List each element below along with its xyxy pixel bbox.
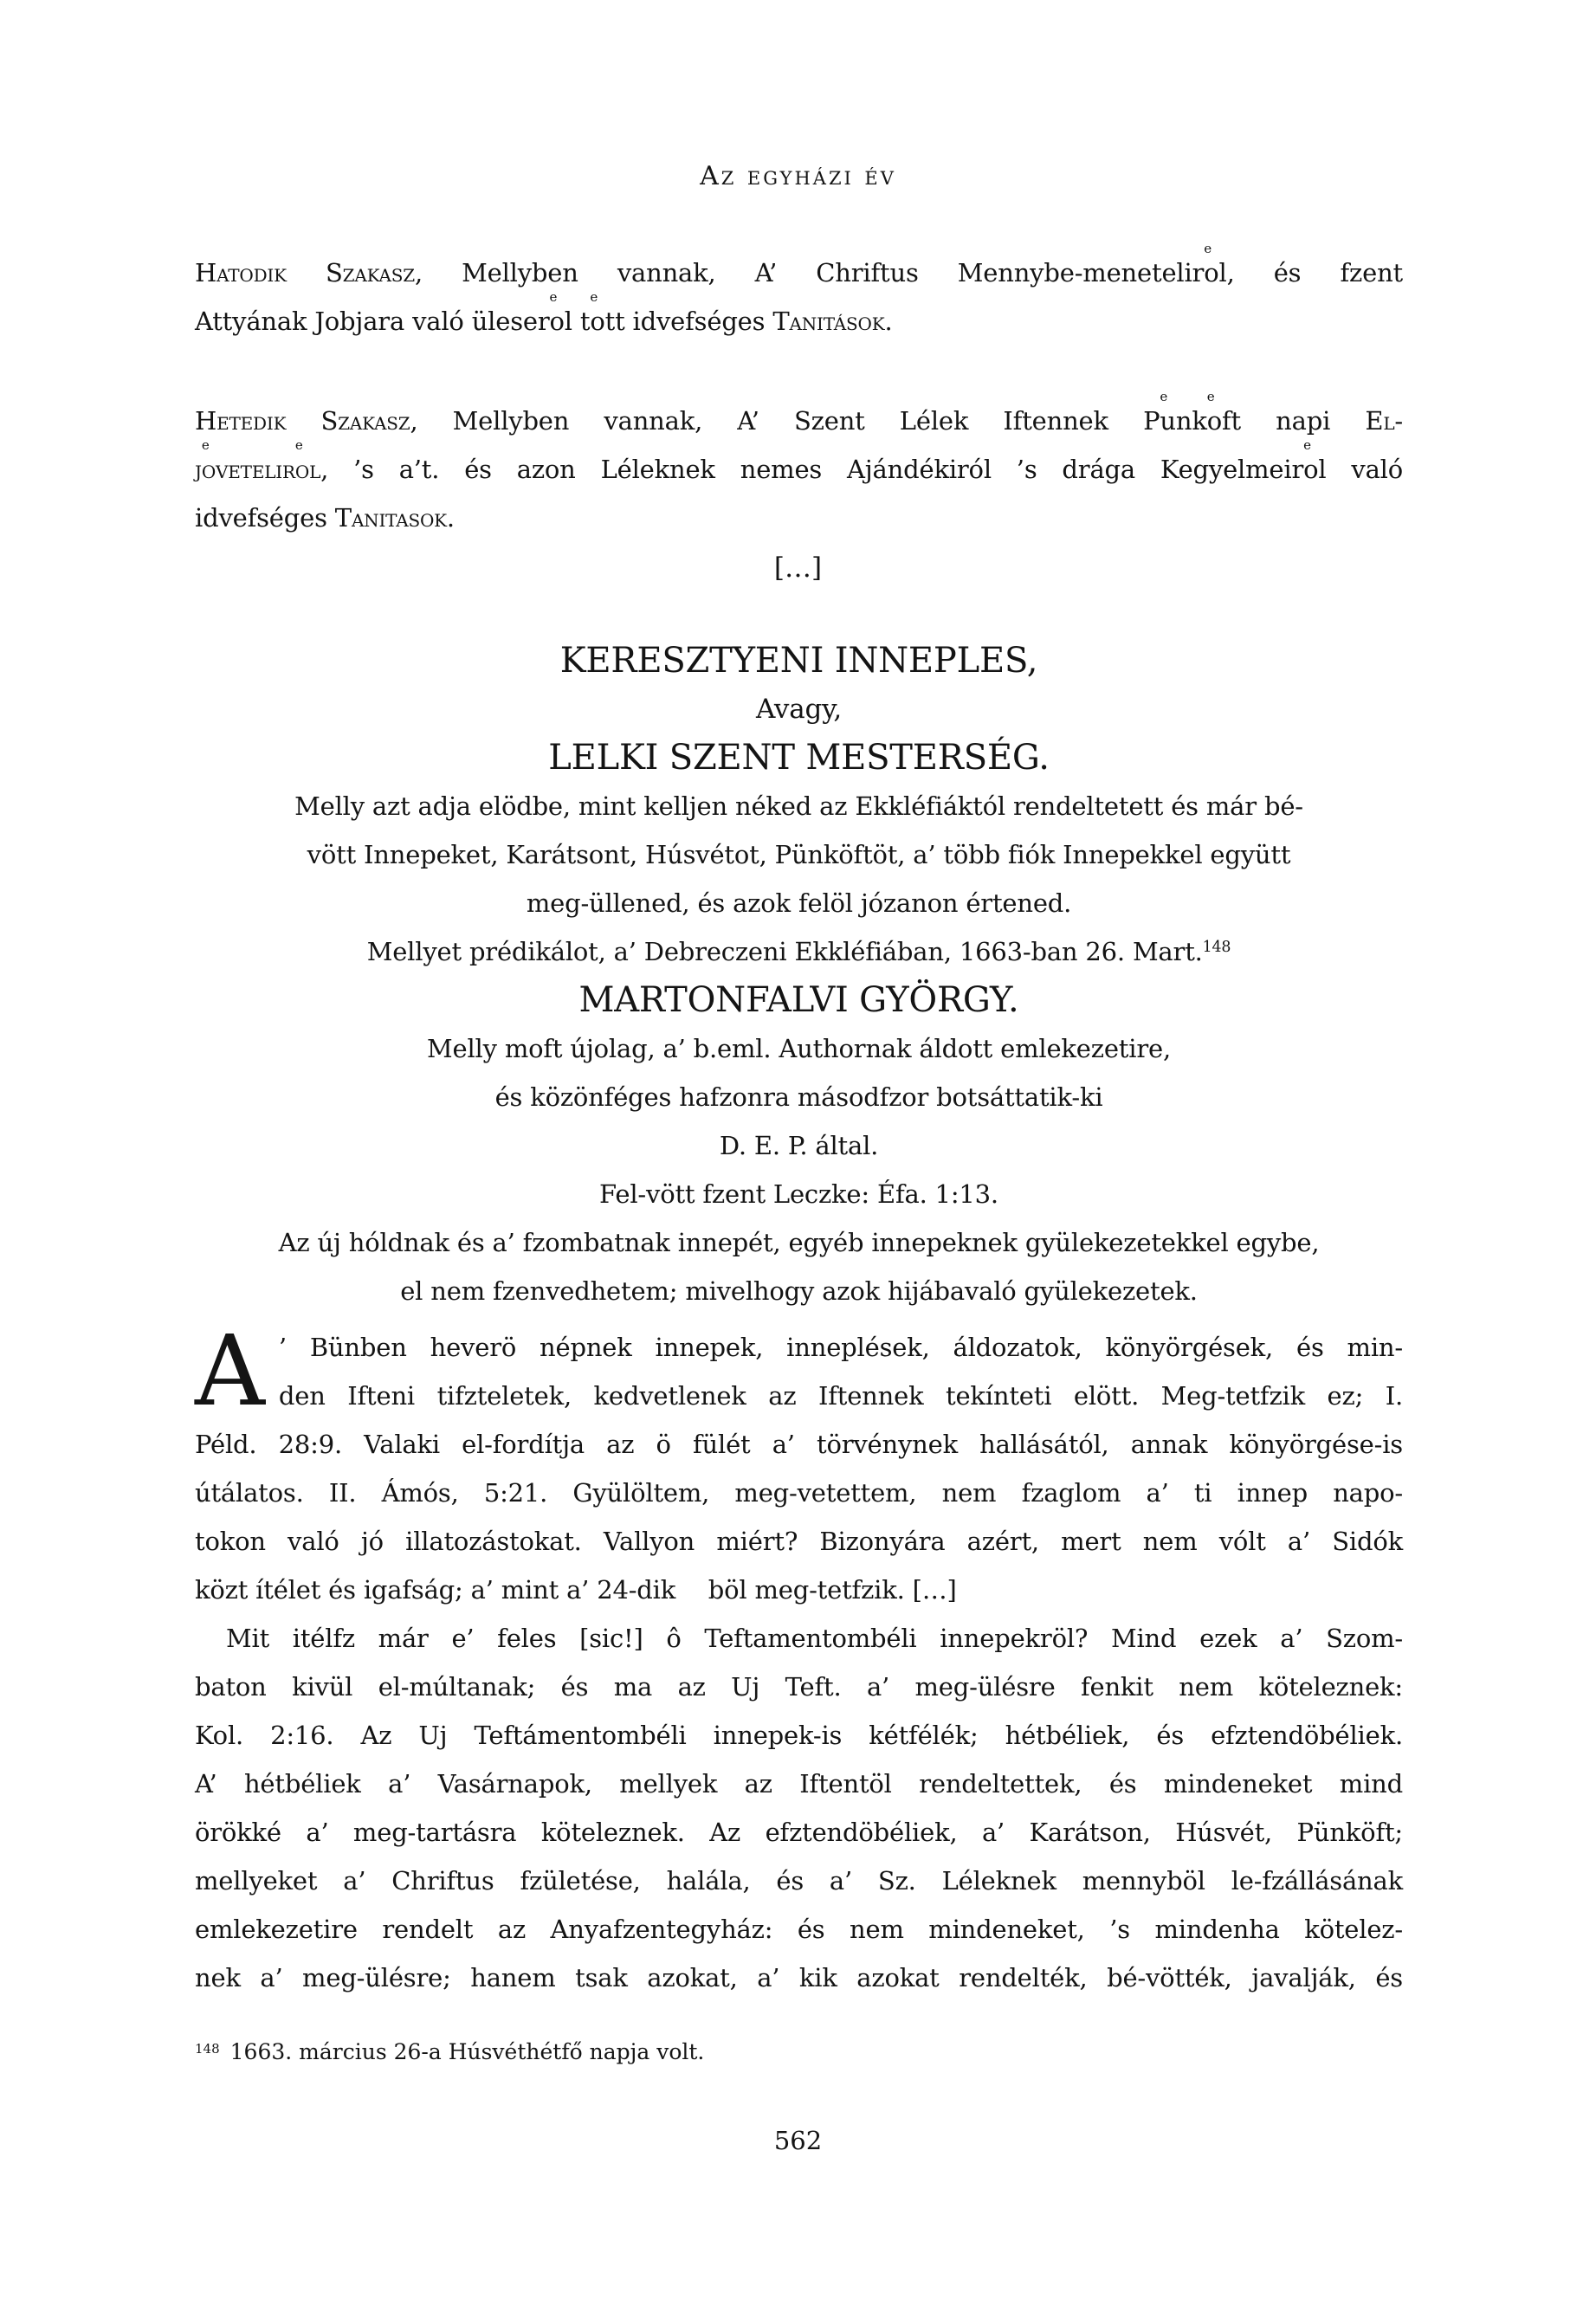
section-label: Hatodik Szakasz, — [195, 258, 423, 287]
sermon-title-block — [195, 636, 1403, 1315]
title-line: Melly azt adja elödbe, mint kelljen néked az Ekkléfiáktól rendeltetett és már bé- — [294, 791, 1303, 821]
title-line: és közönféges hafzonra másodfzor botsáttatik-ki — [494, 1082, 1103, 1112]
text-line — [195, 437, 1404, 494]
body-line: nek a’ meg-ülésre; hanem tsak azokat, a’ kik azokat rendelték, bé-vötték, javalják, és — [195, 1963, 1403, 1992]
body-line: tokon való jó illatozástokat. Vallyon miért? Bizonyára azért, mert nem vólt a’ Sidók — [195, 1527, 1403, 1556]
body-line: baton kivül el-múltanak; és ma az Uj Teft. a’ meg-ülésre fenkit nem köteleznek: — [195, 1672, 1403, 1702]
footnote-text: 1663. március 26-a Húsvéthétfő napja volt. — [229, 2039, 705, 2064]
body-line: emlekezetire rendelt az Anyafzentegyház: és nem mindeneket, ’s mindenha kötelez- — [195, 1915, 1403, 1944]
text-segment: Mellyben vannak, A’ Chriftus Mennybe-meneteliro e l, és fzent — [422, 241, 1403, 287]
drop-cap: A — [195, 1315, 265, 1428]
body-line: örökké a’ meg-tartásra köteleznek. Az efztendöbéliek, a’ Karátson, Húsvét, Pünköft; — [195, 1818, 1403, 1847]
text-segment: Attyának Jobjara való ülesero e l to e tt idvefséges — [195, 289, 773, 336]
body-line: den Ifteni tifzteletek, kedvetlenek az Iftennek tekínteti elött. Meg-tetfzik ez; I. — [278, 1381, 1403, 1411]
paragraph-hetedik-szakasz — [195, 389, 1404, 542]
title-line: Melly moft újolag, a’ b.eml. Authornak áldott emlekezetire, — [427, 1034, 1171, 1063]
footnote-reference: 148 — [1202, 939, 1231, 957]
text-line — [195, 241, 1403, 297]
title-line: D. E. P. által. — [719, 1131, 879, 1160]
paragraph-hatodik-szakasz — [195, 241, 1403, 346]
section-label: Hetedik Szakasz, — [195, 406, 418, 436]
body-line: Mit itélfz már e’ feles [sic!] ô Teftamentombéli innepekröl? Mind ezek a’ Szom- — [226, 1624, 1403, 1653]
text-segment: ’s a’t. és azon Léleknek nemes Ajándékiról ’s drága Kegyelmeiro e l való — [328, 437, 1404, 484]
title-line: el nem fzenvedhetem; mivelhogy azok hijábavaló gyülekezetek. — [400, 1276, 1198, 1306]
text-line — [195, 494, 1403, 542]
body-line: közt ítélet és igafság; a’ mint a’ 24-dik böl meg-tetfzik. […] — [195, 1575, 957, 1605]
small-caps-word: Tanitások. — [772, 307, 893, 336]
text-line — [195, 389, 1403, 445]
title-line: meg-üllened, és azok felöl józanon értened. — [526, 888, 1072, 918]
body-line: útálatos. II. Ámós, 5:21. Gyülöltem, meg-vetettem, nem fzaglom a’ ti innep napo- — [195, 1478, 1403, 1508]
title-line-with-note — [195, 927, 1403, 976]
text-line — [195, 289, 1403, 346]
title-line: vött Innepeket, Karátsont, Húsvétot, Pünköftöt, a’ több fiók Innepekkel együtt — [307, 840, 1291, 869]
small-caps-word: jo e veteliro e l, — [195, 437, 329, 484]
body-text — [195, 1315, 1403, 2002]
omission-mark: […] — [773, 552, 823, 584]
footnote — [195, 2037, 1403, 2068]
text-segment: idvefséges — [195, 503, 335, 533]
title-line: Az új hóldnak és a’ fzombatnak innepét, egyéb innepeknek gyülekezetekkel egybe, — [278, 1228, 1320, 1257]
page-number: 562 — [773, 2126, 823, 2155]
title-line: Avagy, — [755, 694, 843, 725]
body-line: ’ Bünben heverö népnek innepek, inneplések, áldozatok, könyörgések, és min- — [278, 1333, 1403, 1362]
title-line: LELKI SZENT MESTERSÉG. — [548, 738, 1050, 778]
small-caps-word: Tanitasok. — [334, 503, 455, 533]
small-caps-word: El- — [1365, 406, 1403, 436]
title-line: Fel-vött fzent Leczke: Éfa. 1:13. — [599, 1179, 998, 1209]
running-header: Az egyházi év — [700, 161, 896, 191]
body-line: Kol. 2:16. Az Uj Teftámentombéli innepek-is kétfélék; hétbéliek, és efztendöbéliek. — [195, 1721, 1403, 1750]
body-line: A’ hétbéliek a’ Vasárnapok, mellyek az Iftentöl rendeltettek, és mindeneket mind — [195, 1769, 1403, 1799]
footnote-marker: 148 — [195, 2041, 220, 2057]
text-segment: Mellyet prédikálot, a’ Debreczeni Ekkléfiában, 1663-ban 26. Mart. — [366, 937, 1203, 966]
body-line: mellyeket a’ Chriftus fzületése, halála, és a’ Sz. Léleknek mennyböl le-fzállásának — [195, 1866, 1403, 1895]
author-name: MARTONFALVI GYÖRGY. — [578, 980, 1019, 1020]
body-line: Péld. 28:9. Valaki el-fordítja az ö fülét a’ törvénynek hallásától, annak könyörgése-is — [195, 1430, 1403, 1459]
title-line: KERESZTYENI INNEPLES, — [559, 641, 1038, 681]
text-segment: Mellyben vannak, A’ Szent Lélek Iftennek Pu e nko e ft napi — [417, 389, 1366, 436]
